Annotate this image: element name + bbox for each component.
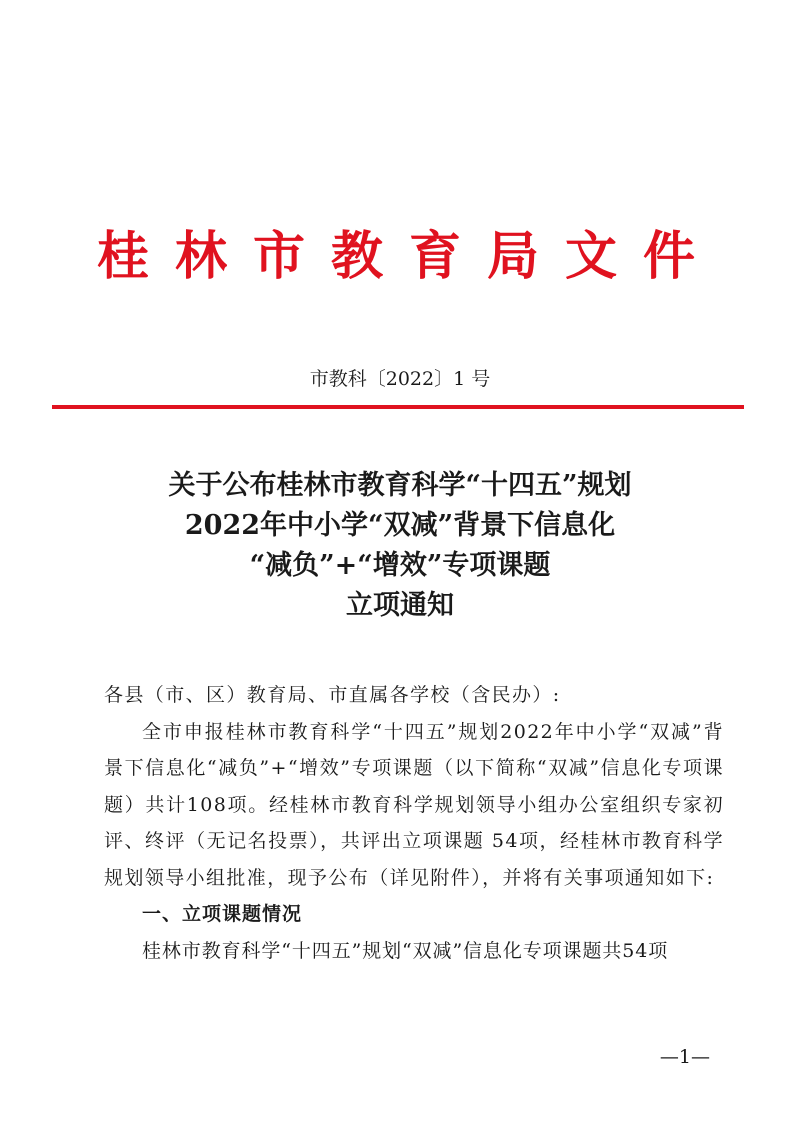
notice-body: [104, 677, 724, 969]
section-heading: 一、立项课题情况: [142, 903, 303, 925]
notice-title: [60, 466, 740, 626]
body-paragraph: 全市申报桂林市教育科学“十四五”规划2022年中小学“双减”背景下信息化“减负”+“增效”专项课题（以下简称“双减”信息化专项课题）共计108项。经桂林市教育科学规划领导小组办公室组织专家初评、终评（无记名投票），共评出立项课题 54项，经桂林市教育科学规划领导小组批准，现予公布（详见附件），并将有关事项通知如下:: [104, 720, 724, 889]
notice-title-line: 关于公布桂林市教育科学“十四五”规划: [168, 470, 632, 501]
notice-title-line: 2022年中小学“双减”背景下信息化: [184, 510, 616, 541]
notice-title-line: 立项通知: [346, 590, 454, 621]
document-number: 市教科〔2022〕1 号: [309, 368, 491, 390]
page-number: —1—: [659, 1046, 710, 1068]
body-paragraph: 桂林市教育科学“十四五”规划“双减”信息化专项课题共54项: [142, 939, 669, 962]
issuer-title: 桂林市教育局文件: [96, 227, 721, 287]
salutation: 各县（市、区）教育局、市直属各学校（含民办）:: [104, 684, 561, 706]
notice-title-line: “减负”+“增效”专项课题: [249, 550, 551, 581]
red-divider-rule: [52, 405, 744, 409]
